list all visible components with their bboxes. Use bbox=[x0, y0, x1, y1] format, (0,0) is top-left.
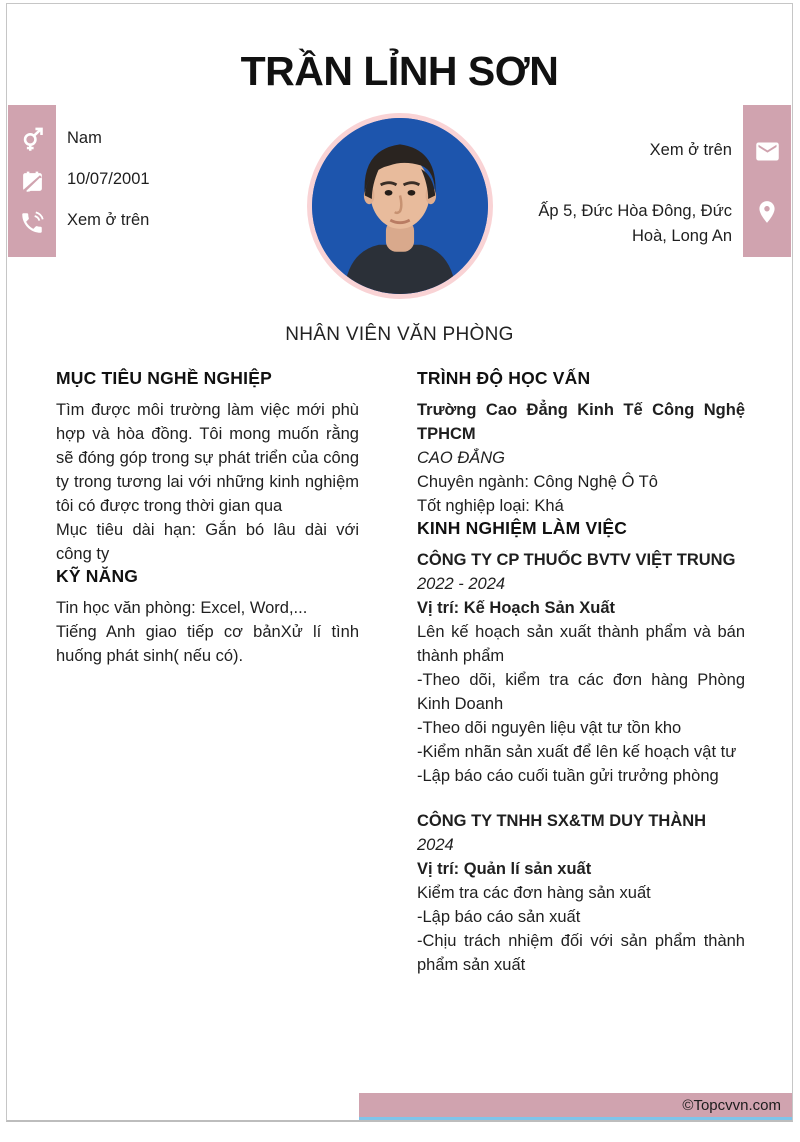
education-school: Trường Cao Đẳng Kinh Tế Công Nghệ TPHCM bbox=[417, 401, 745, 443]
job-company: CÔNG TY CP THUỐC BVTV VIỆT TRUNG bbox=[417, 551, 736, 569]
job-duty: Lên kế hoạch sản xuất thành phẩm và bán thành phẩm bbox=[417, 623, 745, 665]
phone-icon bbox=[19, 210, 45, 236]
job-period: 2022 - 2024 bbox=[417, 575, 506, 593]
job-position: Vị trí: Quản lí sản xuất bbox=[417, 860, 592, 878]
objective-long-term: Mục tiêu dài hạn: Gắn bó lâu dài với công ty bbox=[56, 521, 359, 563]
objective-heading: MỤC TIÊU NGHỀ NGHIỆP bbox=[56, 368, 272, 388]
education-grade: Tốt nghiệp loại: Khá bbox=[417, 497, 564, 515]
skills-heading: KỸ NĂNG bbox=[56, 566, 139, 586]
contact-info-left bbox=[67, 129, 150, 230]
gender-icon bbox=[19, 126, 46, 153]
job-position: Vị trí: Kế Hoạch Sản Xuất bbox=[417, 599, 616, 617]
email-value: Xem ở trên bbox=[649, 141, 732, 159]
contact-strip-left bbox=[8, 105, 56, 257]
cv-body bbox=[56, 368, 743, 977]
job-duty: -Theo dõi nguyên liệu vật tư tồn kho bbox=[417, 719, 682, 737]
experience-job bbox=[417, 809, 745, 977]
objective-body: Tìm được môi trường làm việc mới phù hợp và hòa đồng. Tôi mong muốn rằng sẽ đóng góp trong sự phát triển của công ty trong tương lai với những kinh nghiệm tôi có được trong thời gian qua bbox=[56, 401, 359, 515]
right-column bbox=[417, 368, 745, 977]
left-column bbox=[56, 368, 359, 977]
phone-value: Xem ở trên bbox=[67, 211, 150, 229]
page-title: TRẦN LỈNH SƠN bbox=[240, 48, 559, 94]
avatar bbox=[307, 113, 493, 299]
job-duty: Kiểm tra các đơn hàng sản xuất bbox=[417, 884, 651, 902]
experience-heading: KINH NGHIỆM LÀM VIỆC bbox=[417, 518, 628, 538]
education-major: Chuyên ngành: Công Nghệ Ô Tô bbox=[417, 473, 658, 491]
email-icon bbox=[754, 138, 781, 165]
skills-line: Tin học văn phòng: Excel, Word,... bbox=[56, 599, 308, 617]
job-duty: -Lập báo cáo sản xuất bbox=[417, 908, 581, 926]
location-icon bbox=[754, 199, 780, 225]
experience-job bbox=[417, 548, 745, 788]
education-degree: CAO ĐẲNG bbox=[417, 449, 506, 467]
footer-credit: ©Topcvvn.com bbox=[682, 1096, 781, 1114]
contact-band bbox=[7, 105, 792, 257]
cv-page bbox=[6, 3, 793, 1122]
footer-credit-bar bbox=[359, 1093, 792, 1120]
job-duty: -Theo dõi, kiểm tra các đơn hàng Phòng Kinh Doanh bbox=[417, 671, 745, 713]
job-duty: -Chịu trách nhiệm đối với sản phẩm thành phẩm sản xuất bbox=[417, 932, 745, 974]
birthdate-value: 10/07/2001 bbox=[67, 170, 150, 188]
address-value: Ấp 5, Đức Hòa Đông, Đức Hoà, Long An bbox=[538, 202, 732, 245]
gender-value: Nam bbox=[67, 129, 102, 147]
job-company: CÔNG TY TNHH SX&TM DUY THÀNH bbox=[417, 812, 707, 830]
job-period: 2024 bbox=[417, 836, 454, 854]
education-heading: TRÌNH ĐỘ HỌC VẤN bbox=[417, 368, 591, 388]
job-duty: -Kiểm nhãn sản xuất để lên kế hoạch vật tư bbox=[417, 743, 737, 761]
job-title: NHÂN VIÊN VĂN PHÒNG bbox=[285, 324, 514, 345]
calendar-icon bbox=[20, 169, 45, 194]
job-duty: -Lập báo cáo cuối tuần gửi trưởng phòng bbox=[417, 767, 719, 785]
contact-info-right bbox=[500, 138, 732, 249]
contact-strip-right bbox=[743, 105, 791, 257]
skills-line: Tiếng Anh giao tiếp cơ bảnXử lí tình huống phát sinh( nếu có). bbox=[56, 623, 359, 665]
